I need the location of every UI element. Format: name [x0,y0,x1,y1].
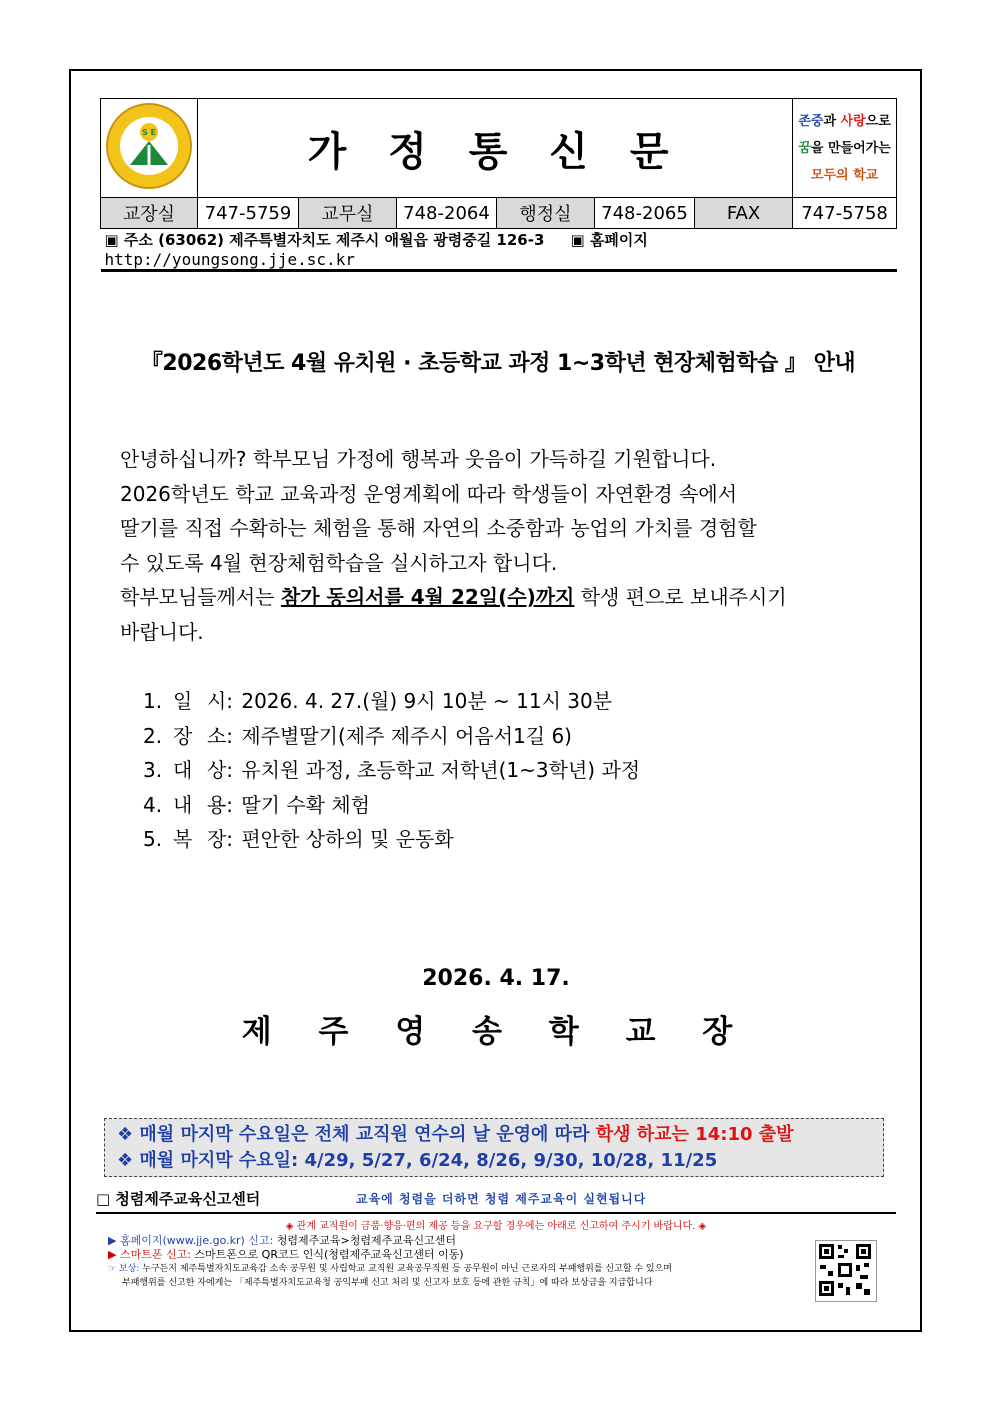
school-motto: 존중과 사랑으로 꿈을 만들어가는 모두의 학교 [793,99,897,198]
phone-number-fax: 747-5758 [793,198,897,229]
notice-heading: 『2026학년도 4월 유치원 · 초등학교 과정 1~3학년 현장체험학습 』 안내 [140,351,856,376]
schedule-notice-box [104,1118,884,1177]
issue-date: 2026. 4. 17. [422,966,570,991]
list-item: 2. 장 소: 제주별딸기(제주 제주시 어음서1길 6) [143,723,572,748]
phone-label-admin: 행정실 [497,198,595,229]
qr-code[interactable] [815,1240,877,1302]
integrity-report-center [96,1188,896,1290]
address: ▣ 주소 (63062) 제주특별자치도 제주시 애월읍 광령중길 126-3 [104,231,545,249]
report-homepage-link[interactable]: ▶ 홈페이지(www.jje.go.kr) 신고: [108,1234,274,1247]
phone-label-fax: FAX [695,198,793,229]
list-item: 3. 대 상: 유치원 과정, 초등학교 저학년(1~3학년) 과정 [143,758,641,782]
report-slogan: 교육에 청렴을 더하면 청렴 제주교육이 실현됩니다 [356,1192,647,1206]
list-item: 4. 내 용: 딸기 수확 체험 [143,792,370,817]
signatory: 제 주 영 송 학 교 장 [241,1014,751,1050]
notice-line: ❖ 매월 마지막 수요일: 4/29, 5/27, 6/24, 8/26, 9/30, 10/28, 11/25 [117,1150,718,1171]
school-logo-icon [104,101,194,191]
homepage-label: ▣ 홈페이지 [570,231,648,249]
homepage-link[interactable]: http://youngsong.jje.sc.kr [104,250,355,269]
body-line: 딸기를 직접 수확하는 체험을 통해 자연의 소중함과 농업의 가치를 경험할 [120,516,757,540]
svg-text:S E: S E [141,128,157,137]
phone-label-academic: 교무실 [299,198,397,229]
phone-number-principal: 747-5759 [198,198,299,229]
body-line: 안녕하십니까? 학부모님 가정에 행복과 웃음이 가득하길 기원합니다. [120,447,717,471]
list-item: 1. 일 시: 2026. 4. 27.(월) 9시 10분 ~ 11시 30분 [143,689,613,713]
report-warning: ◈ 관계 교직원이 금품·향응·편의 제공 등을 요구할 경우에는 아래로 신고하여 주시기 바랍니다. ◈ [285,1221,707,1232]
letter-body [120,442,880,649]
address-bar [101,229,897,271]
school-logo [101,99,198,198]
report-title: □ 청렴제주교육신고센터 [96,1190,261,1208]
body-line: 학부모님들께서는 참가 동의서를 4월 22일(수)까지 학생 편으로 보내주시기 [120,585,787,609]
letterhead [100,98,896,272]
list-item: 5. 복 장: 편안한 상하의 및 운동화 [143,827,454,851]
report-lines: ▶ 홈페이지(www.jje.go.kr) 신고: 청렴제주교육>청렴제주교육신고센터 ▶ 스마트폰 신고: 스마트폰으로 QR코드 인식(청렴제주교육신고센터 이동) ☞ 보상: 누구든지 제주특별자치도교육감 소속 공무원 및 사립학교 교직원 교육공무직원 등 공무원이 아닌 근로자의 부패행위를 신고할 수 있으며 부패행위를 신고한 자에게는 「제주특별자치도교육청 공익부패 신고 처리 및 신고자 보호 등에 관한 규칙」에 따라 보상금을 지급합니다 [108,1234,673,1288]
details-list [143,684,640,857]
body-line: 수 있도록 4월 현장체험학습을 실시하고자 합니다. [120,550,558,575]
notice-line: ❖ 매월 마지막 수요일은 전체 교직원 연수의 날 운영에 따라 학생 하교는 14:10 출발 [117,1124,794,1145]
body-line: 2026학년도 학교 교육과정 운영계획에 따라 학생들이 자연환경 속에서 [120,481,738,506]
qr-code-icon [816,1241,874,1299]
page-title: 가 정 통 신 문 [198,99,793,198]
phone-label-principal: 교장실 [101,198,198,229]
phone-number-academic: 748-2064 [397,198,497,229]
consent-deadline: 참가 동의서를 4월 22일(수)까지 [280,585,575,609]
body-line: 바랍니다. [120,619,204,644]
phone-number-admin: 748-2065 [595,198,695,229]
